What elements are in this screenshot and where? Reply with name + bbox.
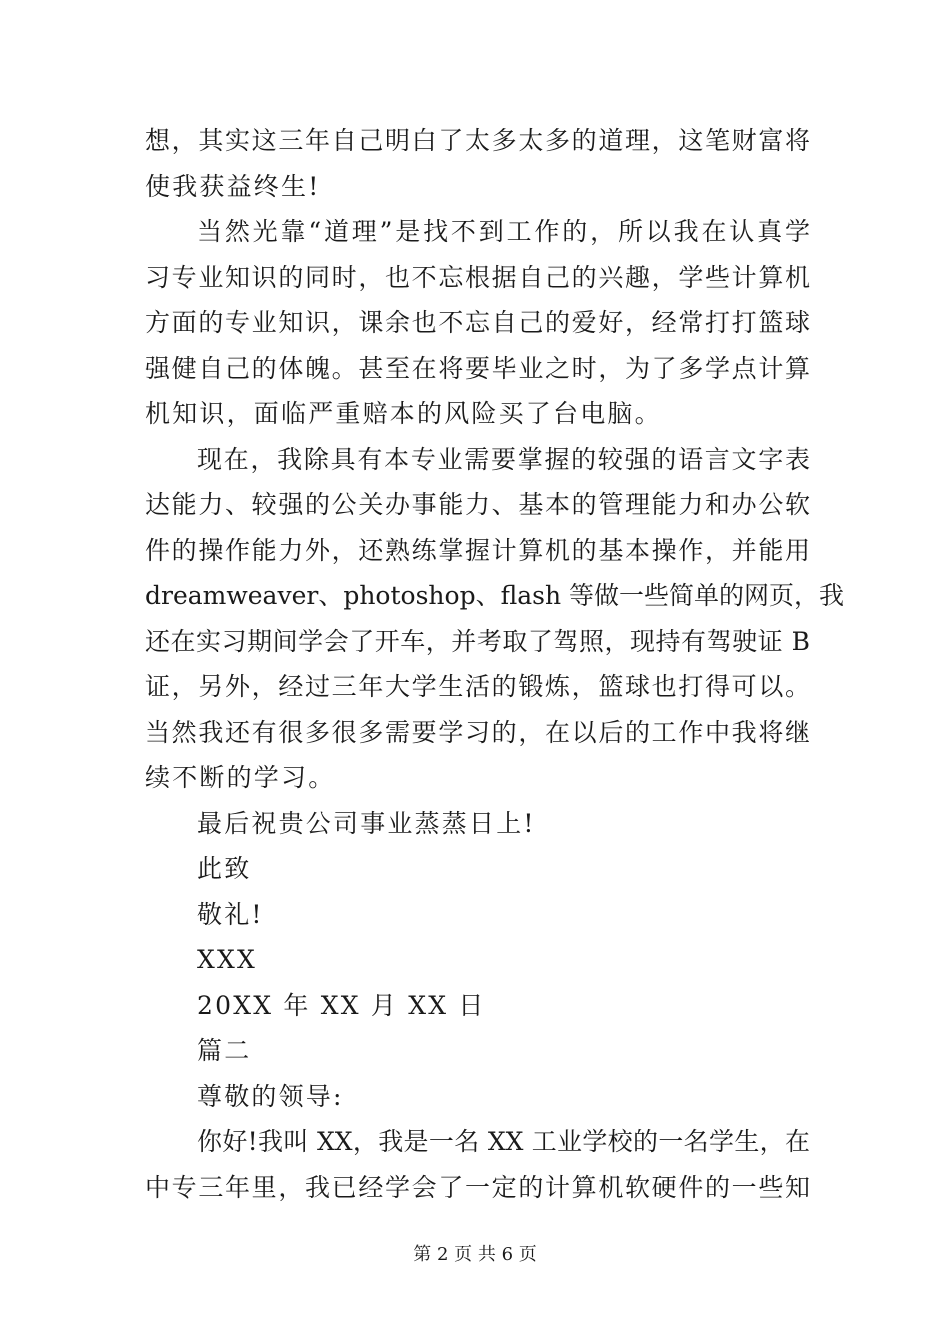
text-line: 中专三年里，我已经学会了一定的计算机软硬件的一些知 (145, 1172, 810, 1202)
text-line: 机知识，面临严重赔本的风险买了台电脑。 (145, 399, 662, 428)
text-line: 使我获益终生! (145, 171, 321, 201)
text-line: 你好!我叫 XX，我是一名 XX 工业学校的一名学生，在 (197, 1127, 810, 1156)
text-line: dreamweaver、photoshop、flash 等做一些简单的网页，我 (145, 581, 845, 610)
text-line: 此致 (197, 854, 252, 883)
text-line: 当然光靠“道理”是找不到工作的，所以我在认真学 (197, 217, 810, 246)
text-line: 现在，我除具有本专业需要掌握的较强的语言文字表 (197, 444, 810, 474)
text-line: 当然我还有很多很多需要学习的，在以后的工作中我将继 (145, 717, 810, 747)
text-line: XXX (197, 945, 257, 974)
text-line: 续不断的学习。 (145, 763, 336, 792)
text-line: 20XX 年 XX 月 XX 日 (197, 990, 486, 1020)
text-line: 敬礼! (197, 899, 264, 929)
text-line: 件的操作能力外，还熟练掌握计算机的基本操作，并能用 (145, 535, 810, 565)
document-body (145, 118, 845, 1210)
text-line: 习专业知识的同时，也不忘根据自己的兴趣，学些计算机 (145, 262, 810, 292)
text-line: 想，其实这三年自己明白了太多太多的道理，这笔财富将 (145, 126, 810, 155)
text-line: 强健自己的体魄。甚至在将要毕业之时，为了多学点计算 (145, 353, 810, 383)
text-line: 达能力、较强的公关办事能力、基本的管理能力和办公软 (145, 490, 810, 519)
text-line: 还在实习期间学会了开车，并考取了驾照，现持有驾驶证 B (145, 626, 810, 656)
salutation: 尊敬的领导: (197, 1081, 344, 1111)
page-number-footer: 第 2 页 共 6 页 (413, 1244, 537, 1265)
text-line: 方面的专业知识，课余也不忘自己的爱好，经常打打篮球 (145, 308, 810, 337)
text-line: 最后祝贵公司事业蒸蒸日上! (197, 808, 536, 838)
section-heading: 篇二 (197, 1036, 252, 1065)
text-line: 证，另外，经过三年大学生活的锻炼，篮球也打得可以。 (145, 672, 810, 701)
